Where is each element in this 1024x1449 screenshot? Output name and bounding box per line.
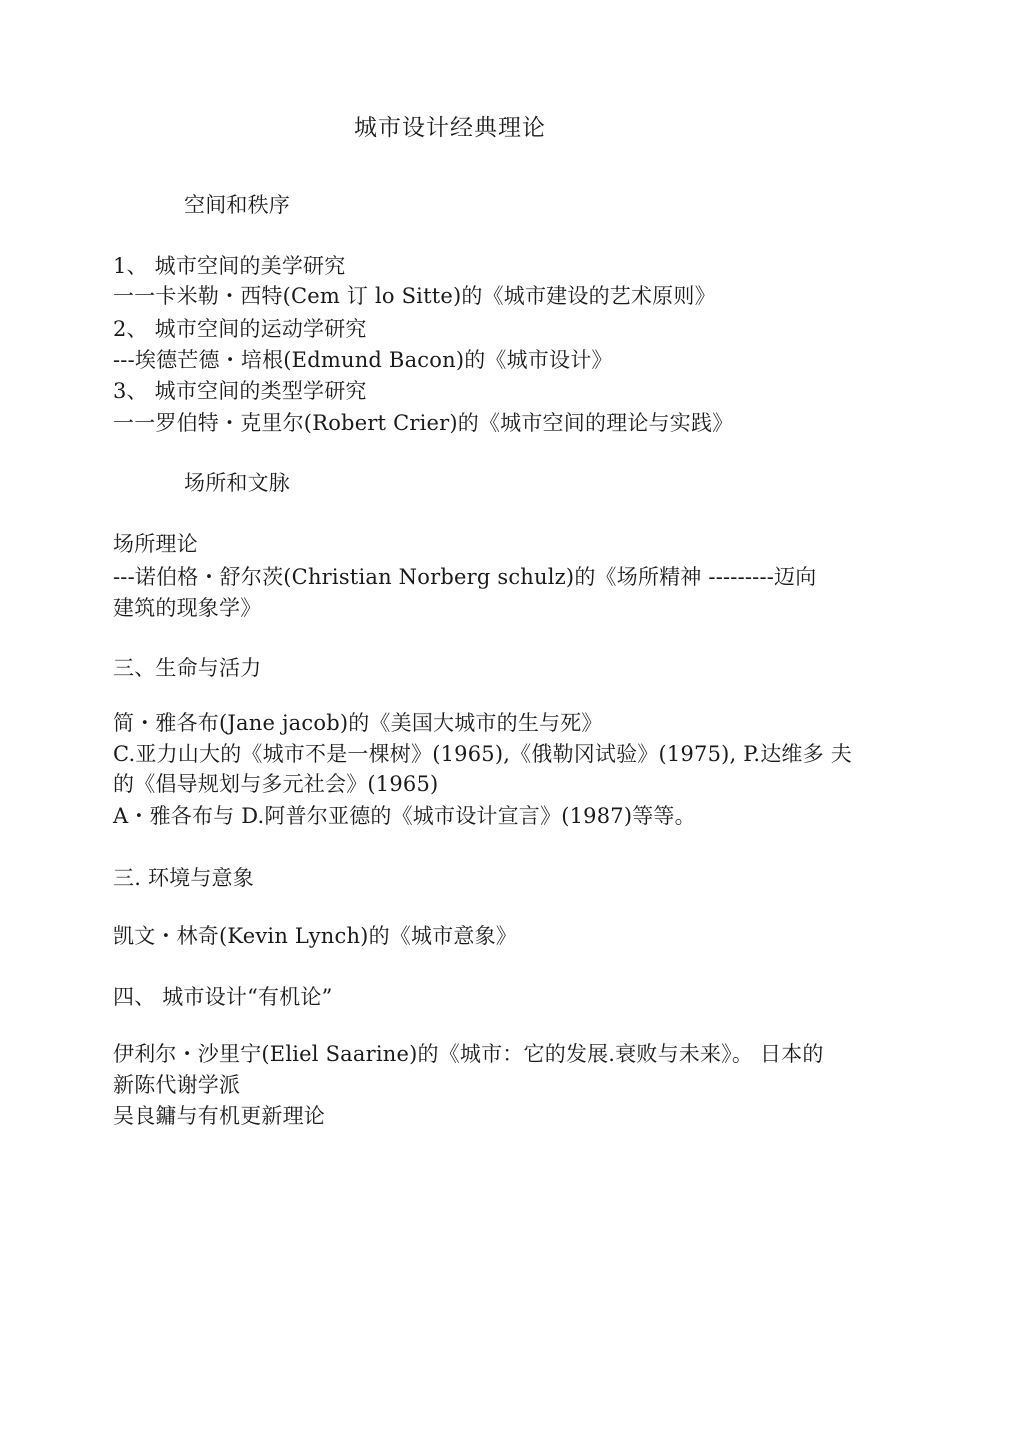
list-item: 1、 城市空间的美学研究 [113, 254, 346, 278]
list-item: ---诺伯格・舒尔茨(Christian Norberg schulz)的《场所精神 ---------迈向 [113, 565, 817, 589]
section-heading-organic-theory: 四、 城市设计“有机论” [113, 985, 333, 1009]
list-item: A・雅各布与 D.阿普尔亚德的《城市设计宣言》(1987)等等。 [113, 804, 696, 828]
list-item: C.亚力山大的《城市不是一棵树》(1965),《俄勒冈试验》(1975), P.达维多 夫 [113, 742, 852, 766]
list-item: 场所理论 [113, 532, 198, 556]
list-item: 3、 城市空间的类型学研究 [113, 379, 367, 403]
section-heading-life-vitality: 三、生命与活力 [113, 656, 262, 680]
section-heading-environment-image: 三. 环境与意象 [113, 866, 254, 890]
list-item: 伊利尔・沙里宁(Eliel Saarine)的《城市：它的发展.衰败与未来》。 日本的 [113, 1042, 824, 1066]
list-item: 新陈代谢学派 [113, 1073, 241, 1097]
list-item: 的《倡导规划与多元社会》(1965) [113, 772, 439, 796]
list-item: 吴良鏞与有机更新理论 [113, 1104, 325, 1128]
list-item: ---埃德芒德・培根(Edmund Bacon)的《城市设计》 [113, 348, 613, 372]
document-title: 城市设计经典理论 [354, 115, 546, 141]
list-item: 简・雅各布(Jane jacob)的《美国大城市的生与死》 [113, 711, 603, 735]
list-item: 建筑的现象学》 [113, 596, 262, 620]
list-item: 一一卡米勒・西特(Cem 订 lo Sitte)的《城市建设的艺术原则》 [113, 284, 716, 308]
list-item: 一一罗伯特・克里尔(Robert Crier)的《城市空间的理论与实践》 [113, 411, 734, 435]
list-item: 凯文・林奇(Kevin Lynch)的《城市意象》 [113, 924, 517, 948]
list-item: 2、 城市空间的运动学研究 [113, 317, 367, 341]
section-heading-space-order: 空间和秩序 [184, 193, 290, 217]
section-heading-place-context: 场所和文脉 [184, 471, 290, 495]
